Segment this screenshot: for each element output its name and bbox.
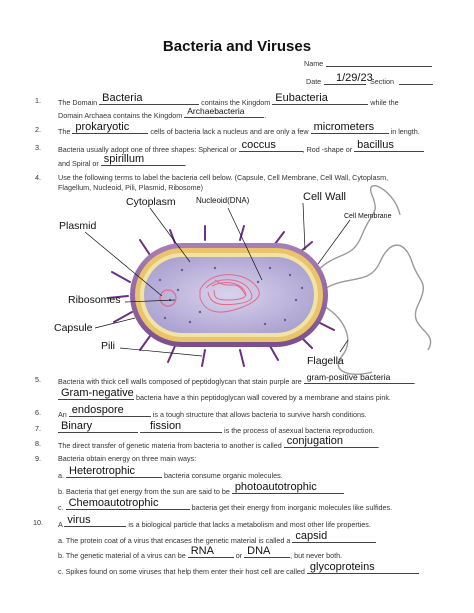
q9-a-line [58,465,283,480]
q5-answer-2: Gram-negative [61,387,134,399]
q10-c-line [58,561,419,576]
label-pili: Pili [101,340,116,352]
q2-number: 2. [35,125,41,134]
q10-answer: virus [67,514,91,526]
q7-answer-2: fission [150,420,182,432]
q10-b-answer-2: DNA [247,545,271,557]
q1-answer-archaea: Archaebacteria [187,106,245,116]
q10-number: 10. [33,518,43,527]
q9-c-line [58,497,393,512]
label-flagella: Flagella [307,355,344,367]
q3-number: 3. [35,143,41,152]
q5-line2 [58,387,391,402]
q1-answer-domain: Bacteria [102,92,143,104]
q9-c-text: bacteria get their energy from inorganic molecules like sulfides. [191,503,393,512]
q10-b-blank-1[interactable] [188,545,234,558]
q6-number: 6. [35,408,41,417]
q7-number: 7. [35,424,41,433]
q8-text-1: The direct transfer of genetic materia from bacteria to another is called [58,441,282,450]
q1-answer-kingdom: Eubacteria [275,92,328,104]
q9-text: Bacteria obtain energy on three main ways: [58,454,197,463]
q6-text-2: is a tough structure that allows bacteria to survive harsh conditions. [152,410,367,419]
q1-text-3: while the [370,98,399,107]
q7-line [58,420,375,435]
q2-answer-1: prokaryotic [75,121,130,133]
q2-text-2: cells of bacteria lack a nucleus and are only a few [150,127,309,136]
q10-b-or: or [235,551,243,560]
q4-line2: Flagellum, Nucleoid, Pili, Plasmid, Ribosome) [58,183,203,192]
q9-a-blank[interactable] [66,465,162,478]
q10-a-answer: capsid [295,530,328,542]
page-title: Bacteria and Viruses [162,38,312,55]
q3-answer-2: bacillus [357,139,394,151]
q10-b-blank-2[interactable] [244,545,290,558]
q8-answer: conjugation [286,435,343,447]
q5-number: 5. [35,375,41,384]
q5-answer-1: gram-positive bacteria [306,372,391,382]
q9-b-label: b. [58,487,64,496]
q1-text-4: Domain Archaea contains the Kingdom [58,111,183,120]
q10-line [58,514,371,529]
q5-text-1: Bacteria with thick cell walls composed of peptidoglycan that stain purple are [58,377,302,386]
q2-text-3: in length. [390,127,420,136]
section-label: Section [370,77,394,86]
q5-line1 [58,372,416,386]
q8-period: . [377,441,380,450]
q5-blank-1[interactable] [304,372,414,384]
q1-text-1: The Domain [58,98,98,107]
q4-line1: Use the following terms to label the bacteria cell below. (Capsule, Cell Membrane, Cell Wall, Cytoplasm, [58,173,389,182]
q6-answer: endospore [71,404,124,416]
q9-b-text: Bacteria that get energy from the sun are said to be [66,487,230,496]
q4-number: 4. [35,173,41,182]
q10-a-text: The protein coat of a virus that encases the genetic material is called a [65,536,291,545]
label-cytoplasm: Cytoplasm [126,196,176,208]
q1-text-2: contains the Kingdom [201,98,271,107]
label-plasmid: Plasmid [59,220,97,232]
q8-blank[interactable] [284,435,378,448]
q9-c-answer: Chemoautotrophic [68,497,159,509]
label-nucleoid: Nucleoid(DNA) [196,196,250,205]
q9-c-blank[interactable] [66,497,190,510]
label-cell-membrane: Cell Membrane [344,213,392,220]
q9-a-label: a. [58,471,64,480]
name-label: Name [304,59,324,68]
q5-blank-2[interactable] [58,387,134,400]
q10-text-1: A [58,520,63,529]
date-value: 1/29/23 [336,72,373,84]
q9-b-line [58,481,344,496]
q5-text-2: bacteria have a thin peptidoglycan wall covered by a membrane and stains pink. [136,393,391,402]
q9-a-answer: Heterotrophic [69,465,136,477]
q3-period: . [184,159,187,168]
q10-a-line [58,530,376,545]
label-capsule: Capsule [54,322,93,334]
q3-answer-3: spirillum [103,153,145,165]
q6-line [58,404,367,419]
q10-c-blank[interactable] [307,561,419,574]
date-label: Date [306,77,322,86]
q5-period: . [413,377,416,386]
q10-c-label: c. [58,567,64,576]
q3-text-2: , Rod -shape or [302,145,353,154]
q10-b-text-2: , but never both. [290,551,343,560]
cytoplasm-area [144,257,314,333]
q6-blank[interactable] [69,404,151,417]
q7-text: is the process of asexual bacteria reproduction. [224,426,375,435]
q9-c-label: c. [58,503,64,512]
q2-text-1: The [58,127,71,136]
label-cell-wall: Cell Wall [303,191,346,203]
q6-text-1: An [58,410,67,419]
flagellum-2 [326,245,431,350]
q8-line [58,435,380,450]
q8-number: 8. [35,439,41,448]
q10-b-text-1: The genetic material of a virus can be [65,551,186,560]
q10-a-label: a. [58,536,64,545]
q10-text-2: is a biological particle that lacks a metabolism and most other life properties. [128,520,371,529]
q2-answer-2: micrometers [313,121,375,133]
q3-text-3: and Spiral or [58,159,99,168]
q7-blank-2[interactable] [140,420,222,433]
q1-number: 1. [35,96,41,105]
q9-b-blank[interactable] [232,481,344,494]
q10-c-text: Spikes found on some viruses that help them enter their host cell are called [65,567,305,576]
q3-text-1: Bacteria usually adopt one of three shapes: Spherical or [58,145,237,154]
label-ribosomes: Ribosomes [68,294,121,306]
q10-a-blank[interactable] [292,530,376,543]
q7-blank-1[interactable] [58,420,138,433]
q10-b-line [58,545,343,560]
q1-period: . [264,111,267,120]
q10-blank[interactable] [64,514,126,527]
q10-b-answer-1: RNA [190,545,214,557]
q7-answer-1: Binary [61,420,93,432]
q9-a-text: bacteria consume organic molecules. [164,471,283,480]
q10-b-label: b. [58,551,64,560]
q9-b-answer: photoautotrophic [234,481,317,493]
q3-answer-1: coccus [241,139,276,151]
q10-c-answer: glycoproteins [309,561,375,573]
q9-number: 9. [35,454,41,463]
